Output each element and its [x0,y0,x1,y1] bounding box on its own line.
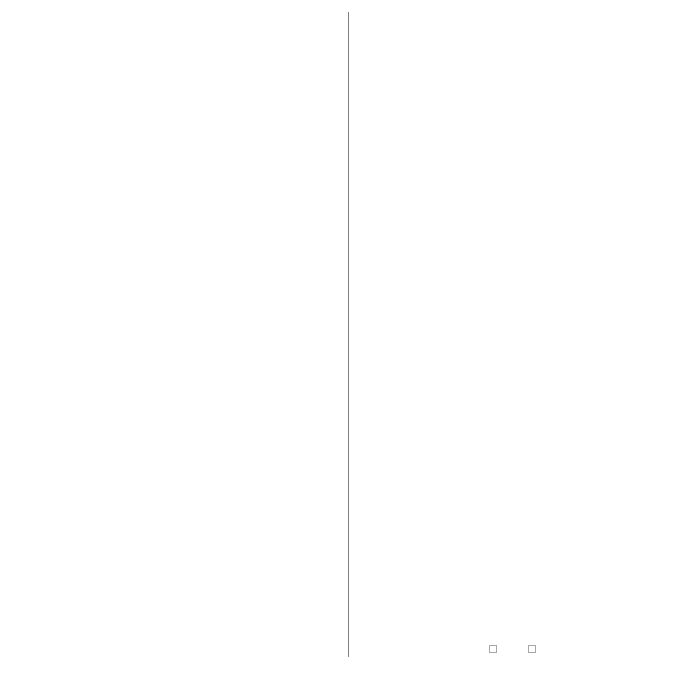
legend [489,641,540,656]
legend-swatch-outside-rf-icon [528,645,536,653]
legend-swatch-inside-rf-icon [489,645,497,653]
category-axis-line [348,12,349,657]
